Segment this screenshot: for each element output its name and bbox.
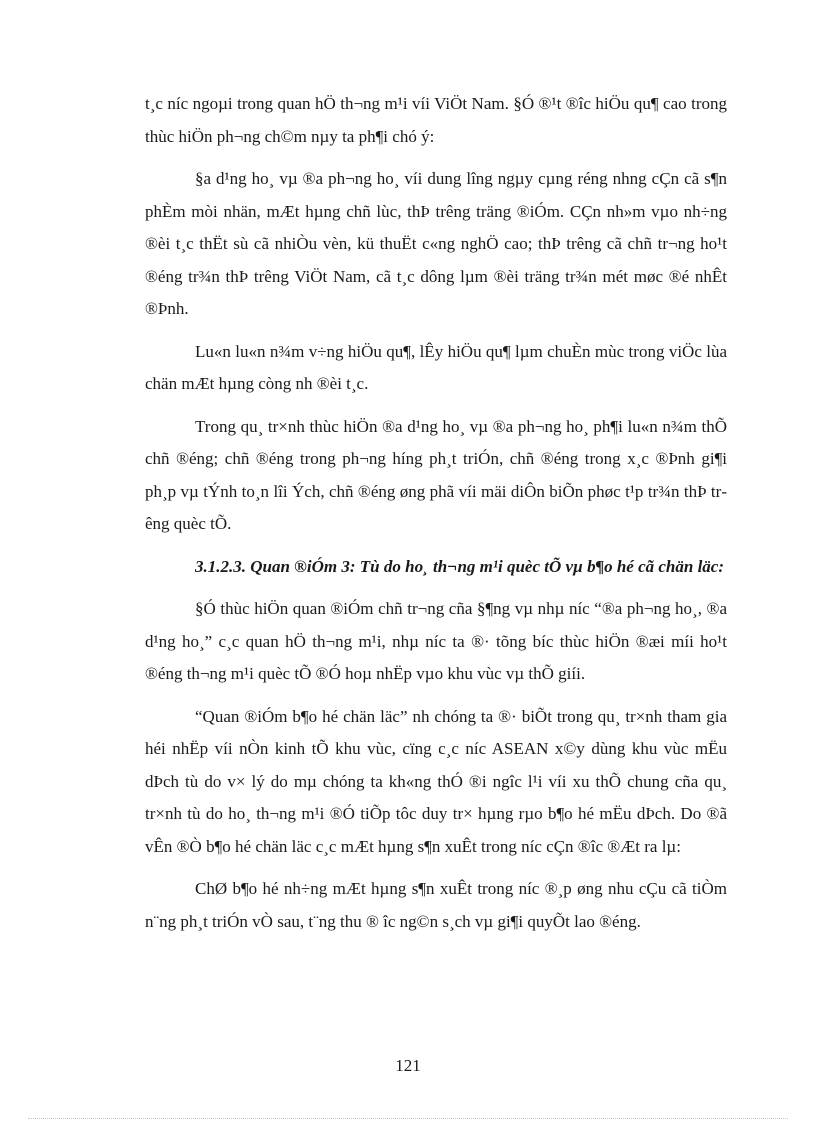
section-heading: 3.1.2.3. Quan ®iÓm 3: Tù do ho¸ th¬ng m¹i quèc tÕ vµ b¶o hé cã chän läc: <box>195 556 725 576</box>
paragraph-5: §Ó thùc hiÖn quan ®iÓm chñ tr¬ng cña §¶ng vµ nhµ níc “®a ph¬ng ho¸, ®a d¹ng ho¸” c¸c quan hÖ th¬ng m¹i, nhµ níc ta ®· tõng bíc thùc hiÖn ®æi míi ho¹t ®éng th¬ng m¹i quèc tÕ ®Ó hoµ nhËp vµo khu vùc vµ thÕ giíi. <box>145 599 727 683</box>
paragraph-2: §a d¹ng ho¸ vµ ®a ph¬ng ho¸ víi dung lîng ngµy cµng réng nhng cÇn cã s¶n phÈm mòi nhän, mÆt hµng chñ lùc, thÞ trêng träng ®iÓm. CÇn nh»m vµo nh÷ng ®èi t¸c thËt sù cã nhiÒu vèn, kü thuËt c«ng nghÖ cao; thÞ trêng cã chñ tr¬ng ho¹t ®éng tr¾n thÞ trêng ViÖt Nam, cã t¸c dông lµm ®èi träng tr¾n mét møc ®é nhÊt ®Þnh. <box>145 169 727 318</box>
paragraph-7: ChØ b¶o hé nh÷ng mÆt hµng s¶n xuÊt trong níc ®¸p øng nhu cÇu cã tiÒm n¨ng ph¸t triÓn vÒ sau, t¨ng thu ® îc ng©n s¸ch vµ gi¶i quyÕt lao ®éng. <box>145 879 727 931</box>
page-bottom-divider <box>28 1118 788 1119</box>
body-text <box>145 88 727 948</box>
paragraph-3: Lu«n lu«n n¾m v÷ng hiÖu qu¶, lÊy hiÖu qu¶ lµm chuÈn mùc trong viÖc lùa chän mÆt hµng còng nh ®èi t¸c. <box>145 341 727 393</box>
paragraph-1: t¸c níc ngoµi trong quan hÖ th¬ng m¹i víi ViÖt Nam. §Ó ®¹t ®îc hiÖu qu¶ cao trong thùc hiÖn ph¬ng ch©m nµy ta ph¶i chó ý: <box>145 94 727 146</box>
paragraph-4: Trong qu¸ tr×nh thùc hiÖn ®a d¹ng ho¸ vµ ®a ph¬ng ho¸ ph¶i lu«n n¾m thÕ chñ ®éng; chñ ®éng trong ph¬ng híng ph¸t triÓn, chñ ®éng trong x¸c ®Þnh gi¶i ph¸p vµ tÝnh to¸n lîi Ých, chñ ®éng øng phã víi mäi diÔn biÕn phøc t¹p tr¾n thÞ trêng quèc tÕ. <box>145 416 727 533</box>
page-number: 121 <box>395 1056 421 1075</box>
paragraph-6: “Quan ®iÓm b¶o hé chän läc” nh chóng ta ®· biÕt trong qu¸ tr×nh tham gia héi nhËp víi nÒn kinh tÕ khu vùc, cïng c¸c níc ASEAN x©y dùng khu vùc mËu dÞch tù do v× lý do mµ chóng ta kh«ng thÓ ®i ngîc l¹i víi xu thÕ chung cña qu¸ tr×nh tù do ho¸ th¬ng m¹i ®Ó tiÕp tôc duy tr× hµng rµo b¶o hé mËu dÞch. Do ®ã vÊn ®Ò b¶o hé chän läc c¸c mÆt hµng s¶n xuÊt trong níc cÇn ®îc ®Æt ra lµ: <box>145 706 727 856</box>
